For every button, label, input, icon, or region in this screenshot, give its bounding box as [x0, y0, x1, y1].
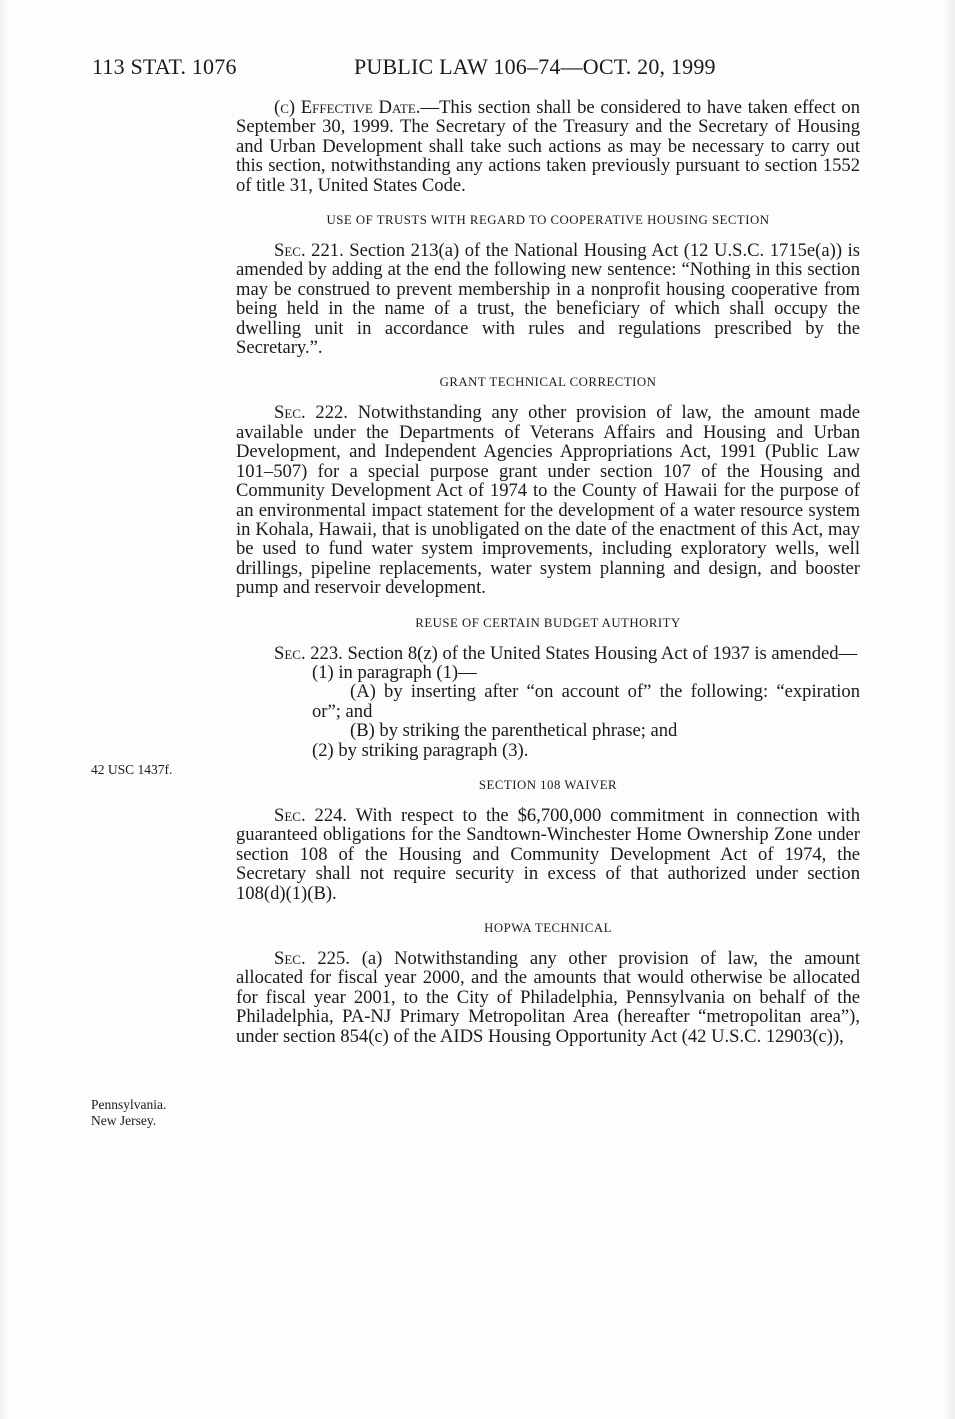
section-225-text: (a) Notwithstanding any other provision of law, the amount allocated for fiscal year 2000, and the amounts that would otherwise be allocated for fiscal year 2001, to the City of Philadelphia, Pennsylvania on behalf of the Philadelphia, PA-NJ Primary Metropolitan Area (hereafter “metropolitan area”), under section 854(c) of the AIDS Housing Opportunity Act (42 U.S.C. 12903(c)),: [236, 948, 860, 1047]
section-222-text: Notwithstanding any other provision of law, the amount made available under the Departments of Veterans Affairs and Housing and Urban Development, and Independent Agencies Appropriations Act, 1991 (Public Law 101–507) for a special purpose grant under section 107 of the Housing and Community Development Act of 1974 to the County of Hawaii for the purpose of an environmental impact statement for the development of a water resource system in Kohala, Hawaii, that is unobligated on the date of the enactment of this Act, may be used to fund water system improvements, including exploratory wells, well drillings, pipeline replacements, water system planning and design, and booster pump and reservoir development.: [236, 402, 860, 599]
section-heading-223: REUSE OF CERTAIN BUDGET AUTHORITY: [415, 615, 681, 630]
section-221-text: Section 213(a) of the National Housing Act (12 U.S.C. 1715e(a)) is amended by adding at the end the following new sentence: “Nothing in this section may be construed to prevent membership in a nonprofit housing cooperative from being held in the name of a trust, the beneficiary of which shall occupy the dwelling unit in accordance with rules and regulations prescribed by the Secretary.”.: [236, 240, 860, 359]
statute-page-number: 113 STAT. 1076: [92, 54, 237, 79]
section-223-paragraph: [236, 644, 860, 663]
margin-note-state-2: New Jersey.: [91, 1112, 157, 1128]
section-225-paragraph: [236, 949, 860, 1046]
effective-date-label: (c) Effective Date.: [274, 97, 421, 118]
running-header: [92, 54, 852, 84]
section-223-label: Sec. 223.: [274, 642, 343, 664]
margin-note-state-1: Pennsylvania.: [91, 1097, 167, 1112]
section-222-paragraph: [236, 403, 860, 597]
section-225-label: Sec. 225.: [274, 948, 350, 969]
section-224-label: Sec. 224.: [274, 804, 348, 826]
section-223-item-2: (2) by striking paragraph (3).: [312, 739, 529, 761]
section-heading-222: GRANT TECHNICAL CORRECTION: [439, 375, 657, 390]
margin-note-usc: 42 USC 1437f.: [91, 762, 173, 777]
section-heading-225: HOPWA TECHNICAL: [484, 921, 612, 935]
effective-date-text: —This section shall be considered to have taken effect on September 30, 1999. The Secretary of the Treasury and the Secretary of Housing and Urban Development shall take such actions as may be necessary to carry out this section, notwithstanding any actions taken previously pursuant to section 1552 of title 31, United States Code.: [236, 97, 860, 196]
section-heading-224: SECTION 108 WAIVER: [478, 777, 618, 792]
section-221-label: Sec. 221.: [274, 240, 344, 262]
section-222-label: Sec. 222.: [274, 402, 348, 424]
margin-note-states: [91, 1097, 166, 1128]
page-edge-shadow: [941, 0, 955, 1419]
section-224-text: With respect to the $6,700,000 commitment in connection with guaranteed obligations for the Sandtown-Winchester Home Ownership Zone under section 108 of the Housing and Community Development Act of 1974, the Secretary shall not require security in excess of that authorized under section 108(d)(1)(B).: [236, 804, 860, 904]
section-223-item-1a: (A) by inserting after “on account of” the following: “expiration or”; and: [312, 681, 860, 722]
section-223-item-1b: (B) by striking the parenthetical phrase; and: [350, 720, 678, 742]
document-body: [236, 98, 860, 1046]
public-law-citation: PUBLIC LAW 106–74—OCT. 20, 1999: [354, 54, 716, 79]
page-left-shadow: [0, 0, 8, 1419]
section-223-text: Section 8(z) of the United States Housing Act of 1937 is amended—: [342, 642, 858, 664]
section-223-item-1: (1) in paragraph (1)—: [312, 661, 477, 683]
effective-date-paragraph: [236, 98, 860, 195]
section-221-paragraph: [236, 241, 860, 357]
section-heading-221: USE OF TRUSTS WITH REGARD TO COOPERATIVE HOUSING SECTION: [326, 213, 770, 228]
section-224-paragraph: [236, 806, 860, 903]
